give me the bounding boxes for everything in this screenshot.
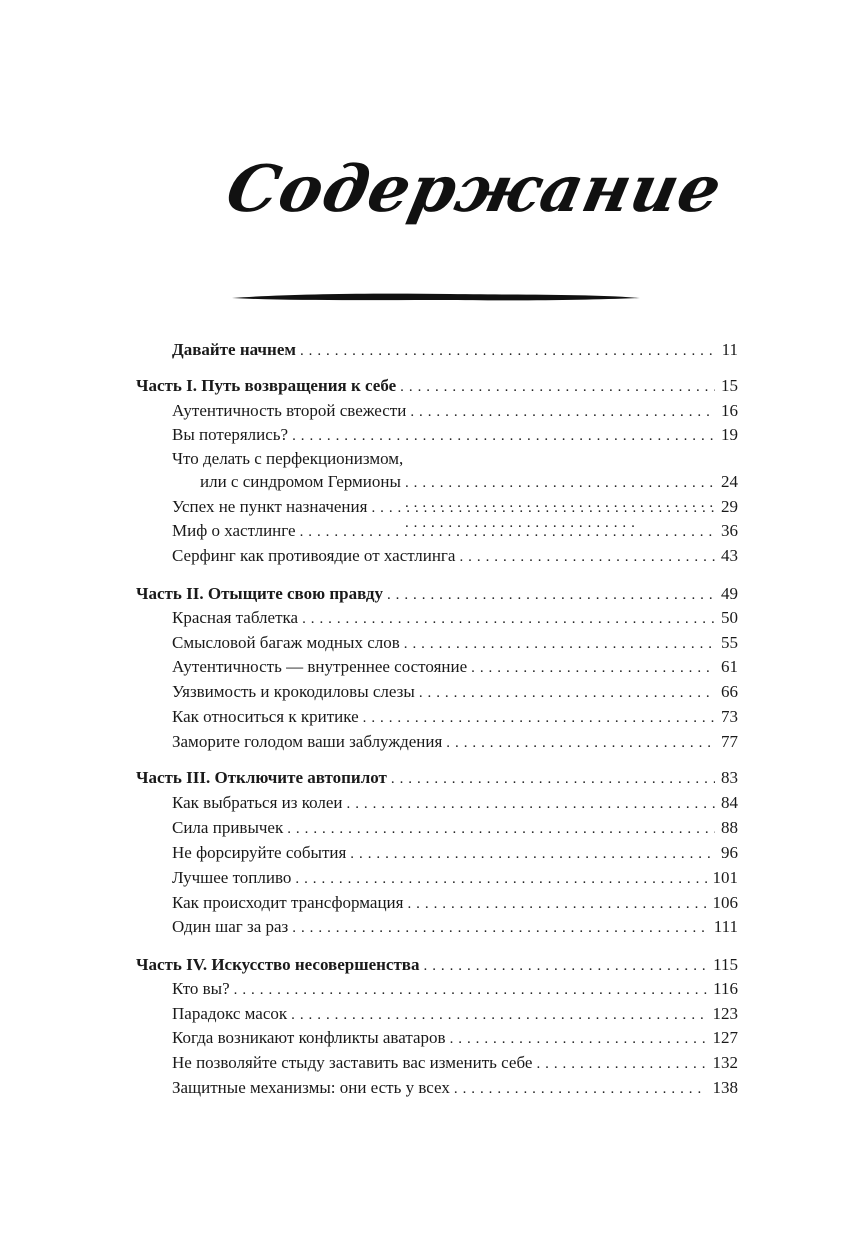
toc-entry-label: Не позволяйте стыду заставить вас изменить себе [172, 1053, 536, 1073]
dot-leader [471, 658, 715, 678]
dot-leader [419, 683, 715, 703]
toc-entry-label: Уязвимость и крокодиловы слезы [172, 682, 419, 702]
toc-entry-label: Успех не пункт назначения [172, 497, 371, 517]
toc-entry-label: Аутентичность — внутреннее состояние [172, 657, 471, 677]
toc-page-number: 116 [707, 979, 738, 999]
dot-leader [302, 609, 715, 629]
toc-page-number: 77 [715, 732, 738, 752]
toc-entry[interactable] [172, 657, 738, 677]
dot-leader [347, 794, 715, 814]
dot-leader [391, 769, 715, 789]
toc-entry-label: Защитные механизмы: они есть у всех [172, 1078, 454, 1098]
toc-page-number: 66 [715, 682, 738, 702]
dot-leader [404, 634, 715, 654]
dot-leader [424, 956, 708, 976]
toc-page-number: 55 [715, 633, 738, 653]
toc-page-number: 88 [715, 818, 738, 838]
toc-page-number: 123 [707, 1004, 739, 1024]
toc-entry[interactable] [172, 793, 738, 813]
toc-part-label: Часть IV. Искусство несовершенства [136, 955, 424, 975]
toc-entry[interactable] [172, 633, 738, 653]
toc-entry[interactable] [172, 893, 738, 913]
toc-part-heading-4[interactable] [136, 955, 738, 975]
toc-part-label: Часть II. Отыщите свою правду [136, 584, 387, 604]
toc-page-number: 24 [715, 472, 738, 492]
toc-page-number: 132 [707, 1053, 739, 1073]
dot-leader [363, 708, 715, 728]
toc-entry[interactable] [172, 1053, 738, 1073]
toc-entry[interactable] [172, 979, 738, 999]
toc-page-number: 106 [707, 893, 739, 913]
toc-page-number: 49 [715, 584, 738, 604]
toc-entry[interactable] [172, 843, 738, 863]
toc-entry[interactable] [172, 682, 738, 702]
dot-leader [291, 1005, 706, 1025]
dot-leader [407, 894, 706, 914]
toc-entry-intro[interactable] [172, 340, 738, 360]
dot-leader [292, 918, 707, 938]
toc-entry-label: Лучшее топливо [172, 868, 295, 888]
toc-page-number: 36 [715, 521, 738, 541]
toc-entry-label: Один шаг за раз [172, 917, 292, 937]
dot-leader [350, 844, 715, 864]
toc-page-number: 43 [715, 546, 738, 566]
toc-entry[interactable] [172, 497, 738, 517]
toc-entry-label: Серфинг как противоядие от хастлинга [172, 546, 459, 566]
toc-part-label: Часть III. Отключите автопилот [136, 768, 391, 788]
dot-leader [450, 1029, 707, 1049]
toc-entry[interactable] [172, 732, 738, 752]
toc-entry[interactable] [172, 425, 738, 445]
dot-leader [410, 402, 715, 422]
toc-entry-label: Смысловой багаж модных слов [172, 633, 404, 653]
dot-leader [387, 585, 715, 605]
toc-page-number: 127 [707, 1028, 739, 1048]
toc-entry[interactable] [172, 521, 738, 541]
page-title: Содержание [220, 152, 729, 227]
toc-page-number: 11 [716, 340, 738, 360]
toc-page-number: 101 [707, 868, 739, 888]
toc-entry-label: Как происходит трансформация [172, 893, 407, 913]
dot-leader [292, 426, 715, 446]
toc-entry[interactable] [172, 1004, 738, 1024]
toc-entry-label: Когда возникают конфликты аватаров [172, 1028, 450, 1048]
toc-page-number: 83 [715, 768, 738, 788]
dot-leader [371, 498, 715, 518]
dot-leader [459, 547, 715, 567]
dot-leader [234, 980, 707, 1000]
toc-page-number: 29 [715, 497, 738, 517]
toc-page-number: 138 [707, 1078, 739, 1098]
toc-entry-label: Заморите голодом ваши заблуждения [172, 732, 446, 752]
toc-page-number: 111 [708, 917, 738, 937]
toc-page-number: 15 [715, 376, 738, 396]
dot-leader [536, 1054, 706, 1074]
toc-entry-label: Кто вы? [172, 979, 234, 999]
dot-leader [300, 522, 715, 542]
toc-entry-label: Как выбраться из колеи [172, 793, 347, 813]
toc-page-number: 16 [715, 401, 738, 421]
dot-leader [295, 869, 706, 889]
toc-entry[interactable] [172, 707, 738, 727]
toc-entry[interactable] [172, 868, 738, 888]
toc-entry[interactable] [172, 917, 738, 937]
toc-entry[interactable] [172, 401, 738, 421]
toc-part-heading-1[interactable] [136, 376, 738, 396]
toc-entry-label: Как относиться к критике [172, 707, 363, 727]
toc-entry[interactable] [172, 546, 738, 566]
title-underline-brush-stroke [230, 290, 642, 306]
dot-leader [400, 377, 715, 397]
toc-entry-label: Не форсируйте события [172, 843, 350, 863]
toc-page-number: 96 [715, 843, 738, 863]
toc-entry-label: Миф о хастлинге [172, 521, 300, 541]
dot-leader [454, 1079, 707, 1099]
toc-entry-label: Сила привычек [172, 818, 287, 838]
toc-entry-label: Давайте начнем [172, 340, 300, 360]
toc-part-label: Часть I. Путь возвращения к себе [136, 376, 400, 396]
toc-page-number: 73 [715, 707, 738, 727]
dot-leader [446, 733, 715, 753]
toc-page-number: 19 [715, 425, 738, 445]
toc-entry-label: Вы потерялись? [172, 425, 292, 445]
toc-entry-label: Парадокс масок [172, 1004, 291, 1024]
toc-entry[interactable] [172, 1028, 738, 1048]
toc-entry[interactable] [172, 1078, 738, 1098]
toc-part-heading-2[interactable] [136, 584, 738, 604]
toc-page-number: 115 [707, 955, 738, 975]
toc-entry[interactable] [172, 818, 738, 838]
toc-entry-label: Аутентичность второй свежести [172, 401, 410, 421]
toc-page-number: 84 [715, 793, 738, 813]
dot-leader [287, 819, 715, 839]
toc-entry-label-line-2: или с синдромом Гермионы [200, 472, 405, 492]
toc-entry-label: Красная таблетка [172, 608, 302, 628]
toc-part-heading-3[interactable] [136, 768, 738, 788]
toc-page-number: 61 [715, 657, 738, 677]
toc-entry[interactable] [172, 608, 738, 628]
dot-leader [300, 341, 716, 361]
toc-entry-label-line-1[interactable]: Что делать с перфекционизмом, [172, 449, 404, 468]
toc-page-number: 50 [715, 608, 738, 628]
